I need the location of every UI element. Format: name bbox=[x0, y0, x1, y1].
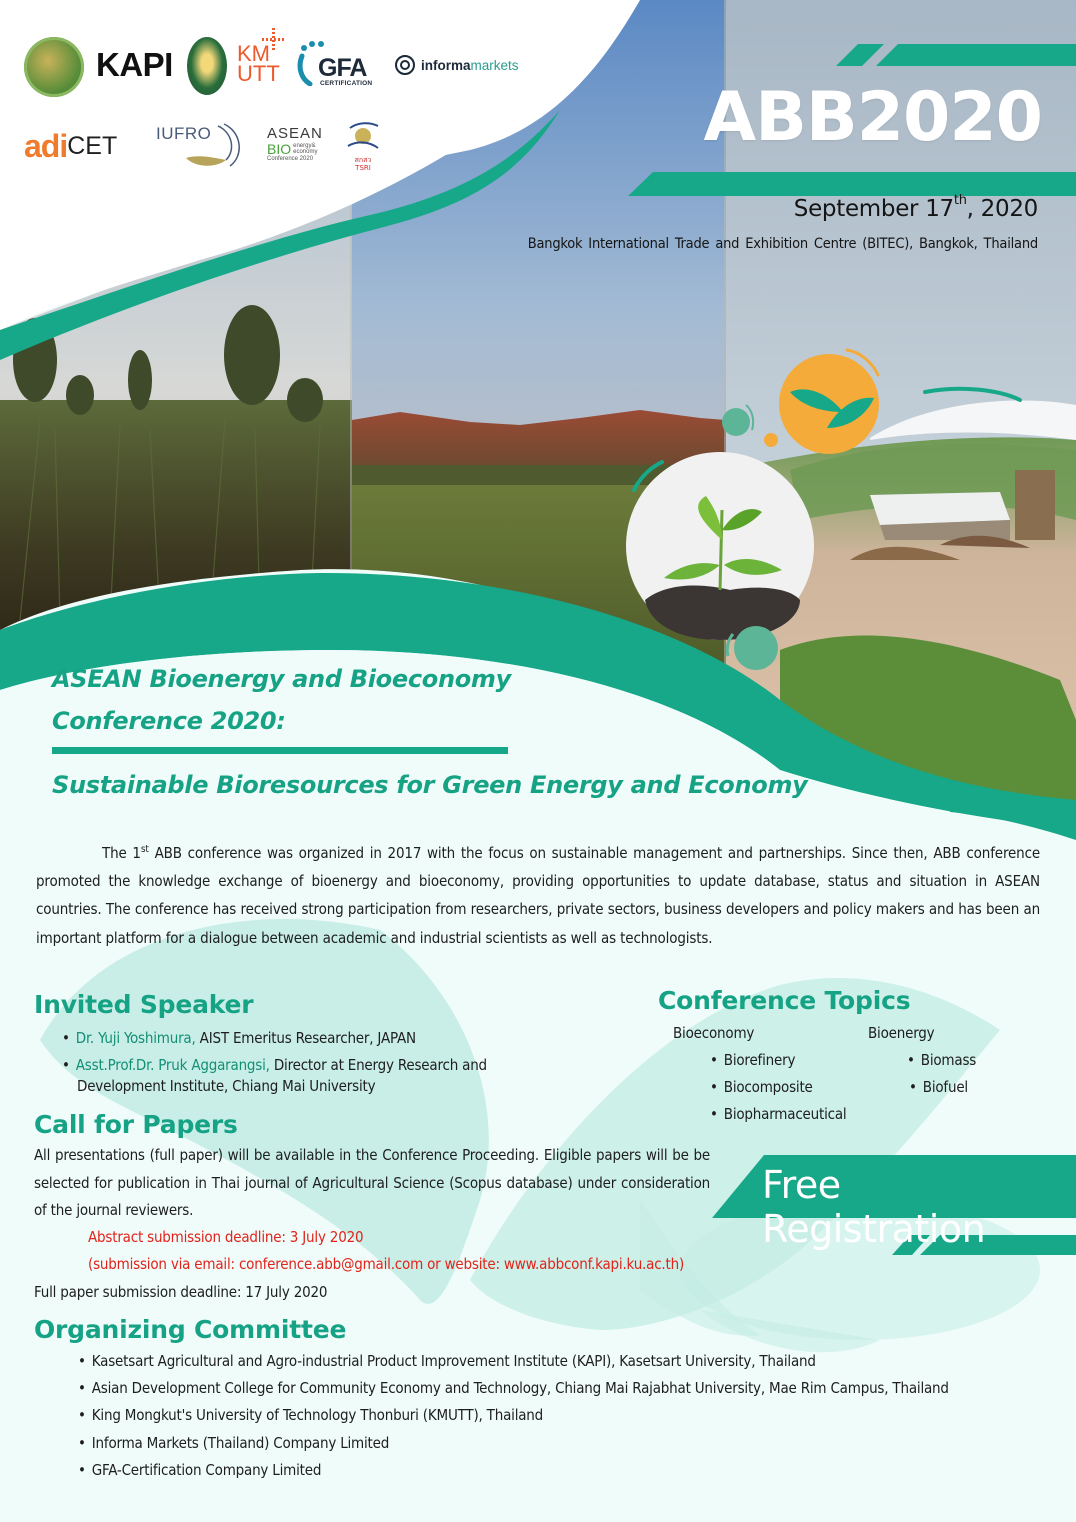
topic-item: • Biocomposite bbox=[710, 1078, 813, 1096]
bio-text: BIO bbox=[267, 141, 292, 157]
committee-member: • GFA-Certification Company Limited bbox=[78, 1461, 321, 1479]
kapi-logo: KAPI bbox=[96, 46, 173, 83]
gfa-logo bbox=[296, 40, 380, 88]
intro-paragraph bbox=[36, 836, 1040, 952]
conference-subtitle: Sustainable Bioresources for Green Energy and Economy bbox=[52, 771, 808, 799]
speaker-detail: Director at Energy Research and bbox=[269, 1056, 487, 1074]
committee-member: • King Mongkut's University of Technology Thonburi (KMUTT), Thailand bbox=[78, 1406, 543, 1424]
adi-text: adi bbox=[24, 128, 68, 164]
call-for-papers-heading: Call for Papers bbox=[34, 1110, 238, 1139]
abstract-deadline: Abstract submission deadline: 3 July 2020 bbox=[88, 1228, 364, 1246]
informa-light-text: markets bbox=[470, 57, 519, 73]
intro-pre: The 1 bbox=[102, 844, 141, 862]
conference-topics-heading: Conference Topics bbox=[658, 986, 911, 1015]
event-title: ABB2020 bbox=[703, 78, 1042, 157]
iufro-leaf-icon bbox=[156, 122, 248, 170]
topic-item: • Biofuel bbox=[909, 1078, 968, 1096]
title-divider bbox=[52, 747, 508, 754]
iufro-logo bbox=[156, 122, 248, 170]
speaker-item bbox=[62, 1029, 416, 1047]
invited-speaker-heading: Invited Speaker bbox=[34, 990, 254, 1019]
chiang-mai-rajabhat-logo bbox=[187, 37, 227, 95]
informa-ring-icon bbox=[395, 55, 415, 75]
asean-bio-logo bbox=[267, 126, 337, 168]
sponsor-logos bbox=[0, 0, 560, 180]
kmutt-top-text: KM bbox=[237, 41, 270, 66]
topic-group-bioenergy: Bioenergy bbox=[868, 1024, 935, 1042]
committee-member: • Kasetsart Agricultural and Agro-industrial Product Improvement Institute (KAPI), Kasetsart University, Thailand bbox=[78, 1352, 816, 1370]
committee-member: • Asian Development College for Community Economy and Technology, Chiang Mai Rajabhat University, Mae Rim Campus, Thailand bbox=[78, 1379, 949, 1397]
event-date bbox=[793, 193, 1038, 222]
informa-bold-text: informa bbox=[421, 57, 471, 73]
call-for-papers-body: All presentations (full paper) will be available in the Conference Proceeding. Eligible papers will be be selected for publication in Thai journal of Agricultural Science (Scopus database) under consideration of the journal reviewers. bbox=[34, 1146, 710, 1219]
committee-member: • Informa Markets (Thailand) Company Limited bbox=[78, 1434, 389, 1452]
intro-sup: st bbox=[140, 844, 149, 855]
tsri-text: TSRI bbox=[355, 164, 371, 172]
gfa-sub-text: CERTIFICATION bbox=[320, 80, 373, 87]
gfa-text: GFA bbox=[318, 54, 367, 82]
organizing-committee-heading: Organizing Committee bbox=[34, 1315, 347, 1344]
tsri-thai-text: สกสว bbox=[354, 156, 372, 164]
tsri-logo bbox=[346, 118, 380, 170]
cet-text: CET bbox=[67, 132, 118, 160]
topic-item: • Biomass bbox=[907, 1051, 976, 1069]
kmutt-bottom-text: UTT bbox=[237, 61, 280, 86]
topic-item: • Biorefinery bbox=[710, 1051, 795, 1069]
intro-body: ABB conference was organized in 2017 with the focus on sustainable management and partnerships. Since then, ABB conference promoted the knowledge exchange of bioenergy and bioeconomy, providing opportunities to update database, status and situation in ASEAN countries. The conference has received strong participation from researchers, private sectors, business developers and policy makers and has been an important platform for a dialogue between academic and industrial scientists as well as technologists. bbox=[36, 844, 1040, 947]
asean-text: ASEAN bbox=[267, 125, 323, 142]
submission-contact[interactable]: (submission via email: conference.abb@gmail.com or website: www.abbconf.kapi.ku.ac.th) bbox=[88, 1255, 685, 1273]
topic-item: • Biopharmaceutical bbox=[710, 1105, 846, 1123]
speaker-item bbox=[62, 1056, 487, 1074]
date-ordinal: th bbox=[953, 193, 967, 209]
informa-markets-logo bbox=[395, 55, 519, 75]
iufro-text: IUFRO bbox=[156, 124, 212, 143]
free-registration-banner[interactable]: Free Registration bbox=[762, 1163, 986, 1251]
conference-2020-text: Conference 2020 bbox=[267, 156, 314, 162]
conference-title-line2: Conference 2020: bbox=[52, 707, 286, 735]
adicet-logo bbox=[24, 128, 117, 165]
kasetsart-university-logo bbox=[24, 37, 84, 97]
speaker-detail-continued: Development Institute, Chiang Mai University bbox=[77, 1077, 376, 1095]
date-year: , 2020 bbox=[966, 196, 1038, 222]
topic-group-bioeconomy: Bioeconomy bbox=[673, 1024, 755, 1042]
date-main: September 17 bbox=[793, 196, 954, 222]
full-paper-deadline: Full paper submission deadline: 17 July 2020 bbox=[34, 1283, 328, 1301]
tsri-globe-icon bbox=[346, 118, 380, 152]
event-venue: Bangkok International Trade and Exhibition Centre (BITEC), Bangkok, Thailand bbox=[527, 236, 1038, 252]
conference-title-line1: ASEAN Bioenergy and Bioeconomy bbox=[52, 665, 511, 693]
economy-text: economy bbox=[293, 149, 318, 155]
energy-text: energy& bbox=[293, 143, 316, 149]
speaker-name: Asst.Prof.Dr. Pruk Aggarangsi, bbox=[75, 1056, 270, 1074]
speaker-detail: AIST Emeritus Researcher, JAPAN bbox=[195, 1029, 416, 1047]
speaker-name: Dr. Yuji Yoshimura, bbox=[75, 1029, 196, 1047]
kmutt-plus-icon bbox=[262, 28, 286, 52]
